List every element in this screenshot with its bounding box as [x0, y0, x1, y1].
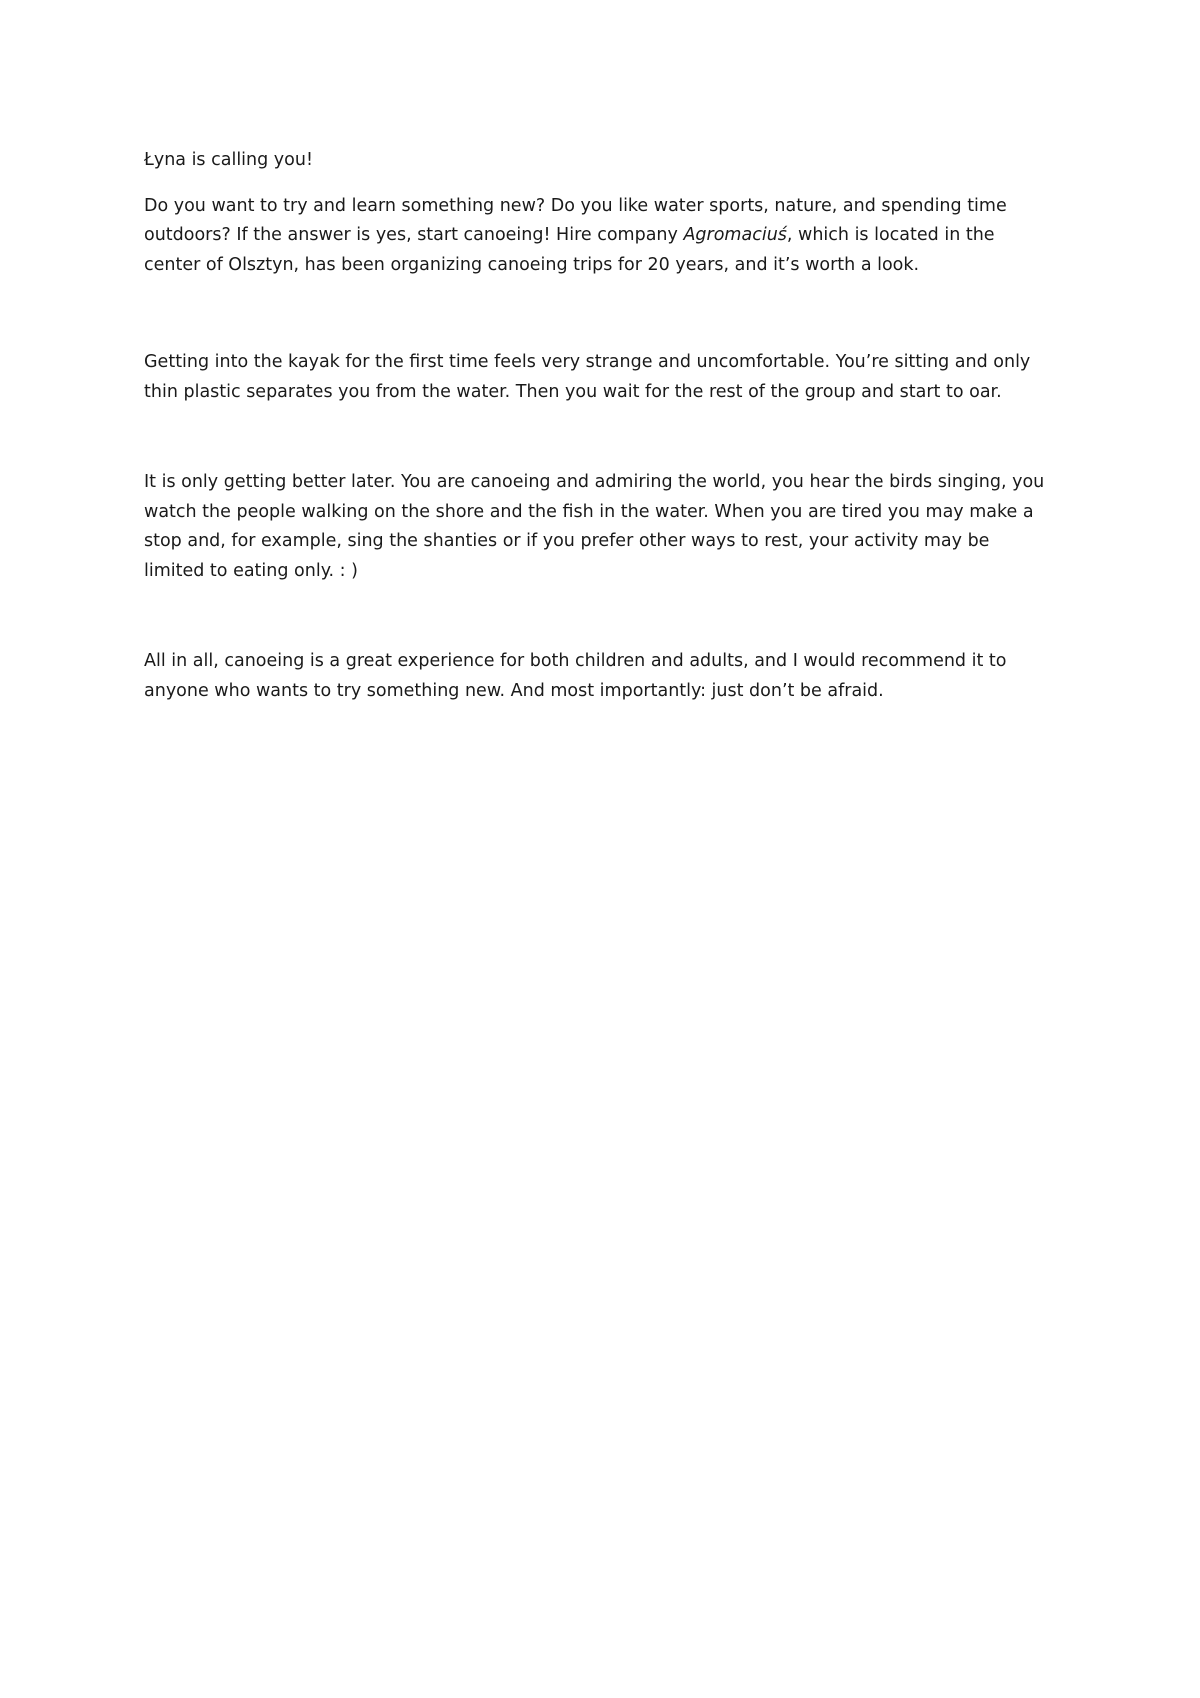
text-line: thin plastic separates you from the water. Then you wait for the rest of the group and start to oar.: [144, 381, 1002, 402]
document-title: Łyna is calling you!: [144, 150, 313, 170]
text-line: stop and, for example, sing the shanties or if you prefer other ways to rest, your activity may be: [144, 531, 990, 551]
text-line: It is only getting better later. You are canoeing and admiring the world, you hear the birds singing, you: [144, 472, 1045, 492]
text-line: anyone who wants to try something new. And most importantly: just don’t be afraid.: [144, 680, 884, 701]
company-name: Agromaciuś: [683, 225, 787, 245]
paragraph-kayak: [144, 348, 1074, 407]
text-line: center of Olsztyn, has been organizing canoeing trips for 20 years, and it’s worth a look.: [144, 254, 920, 275]
text-line: limited to eating only. : ): [144, 560, 358, 581]
document-body: [144, 146, 1074, 706]
paragraph-conclusion: [144, 647, 1074, 706]
text-line: Do you want to try and learn something new? Do you like water sports, nature, and spending time: [144, 195, 1007, 216]
text-line: [144, 221, 1074, 251]
text-line: All in all, canoeing is a great experience for both children and adults, and I would recommend it to: [144, 651, 1007, 671]
paragraph-intro: [144, 192, 1074, 281]
text-line: watch the people walking on the shore and the fish in the water. When you are tired you may make a: [144, 501, 1034, 522]
text-fragment: , which is located in the: [786, 225, 995, 245]
text-fragment: outdoors? If the answer is yes, start canoeing! Hire company: [144, 225, 684, 245]
text-line: Getting into the kayak for the first time feels very strange and uncomfortable. You’re sitting and only: [144, 352, 1031, 372]
paragraph-experience: [144, 468, 1074, 586]
